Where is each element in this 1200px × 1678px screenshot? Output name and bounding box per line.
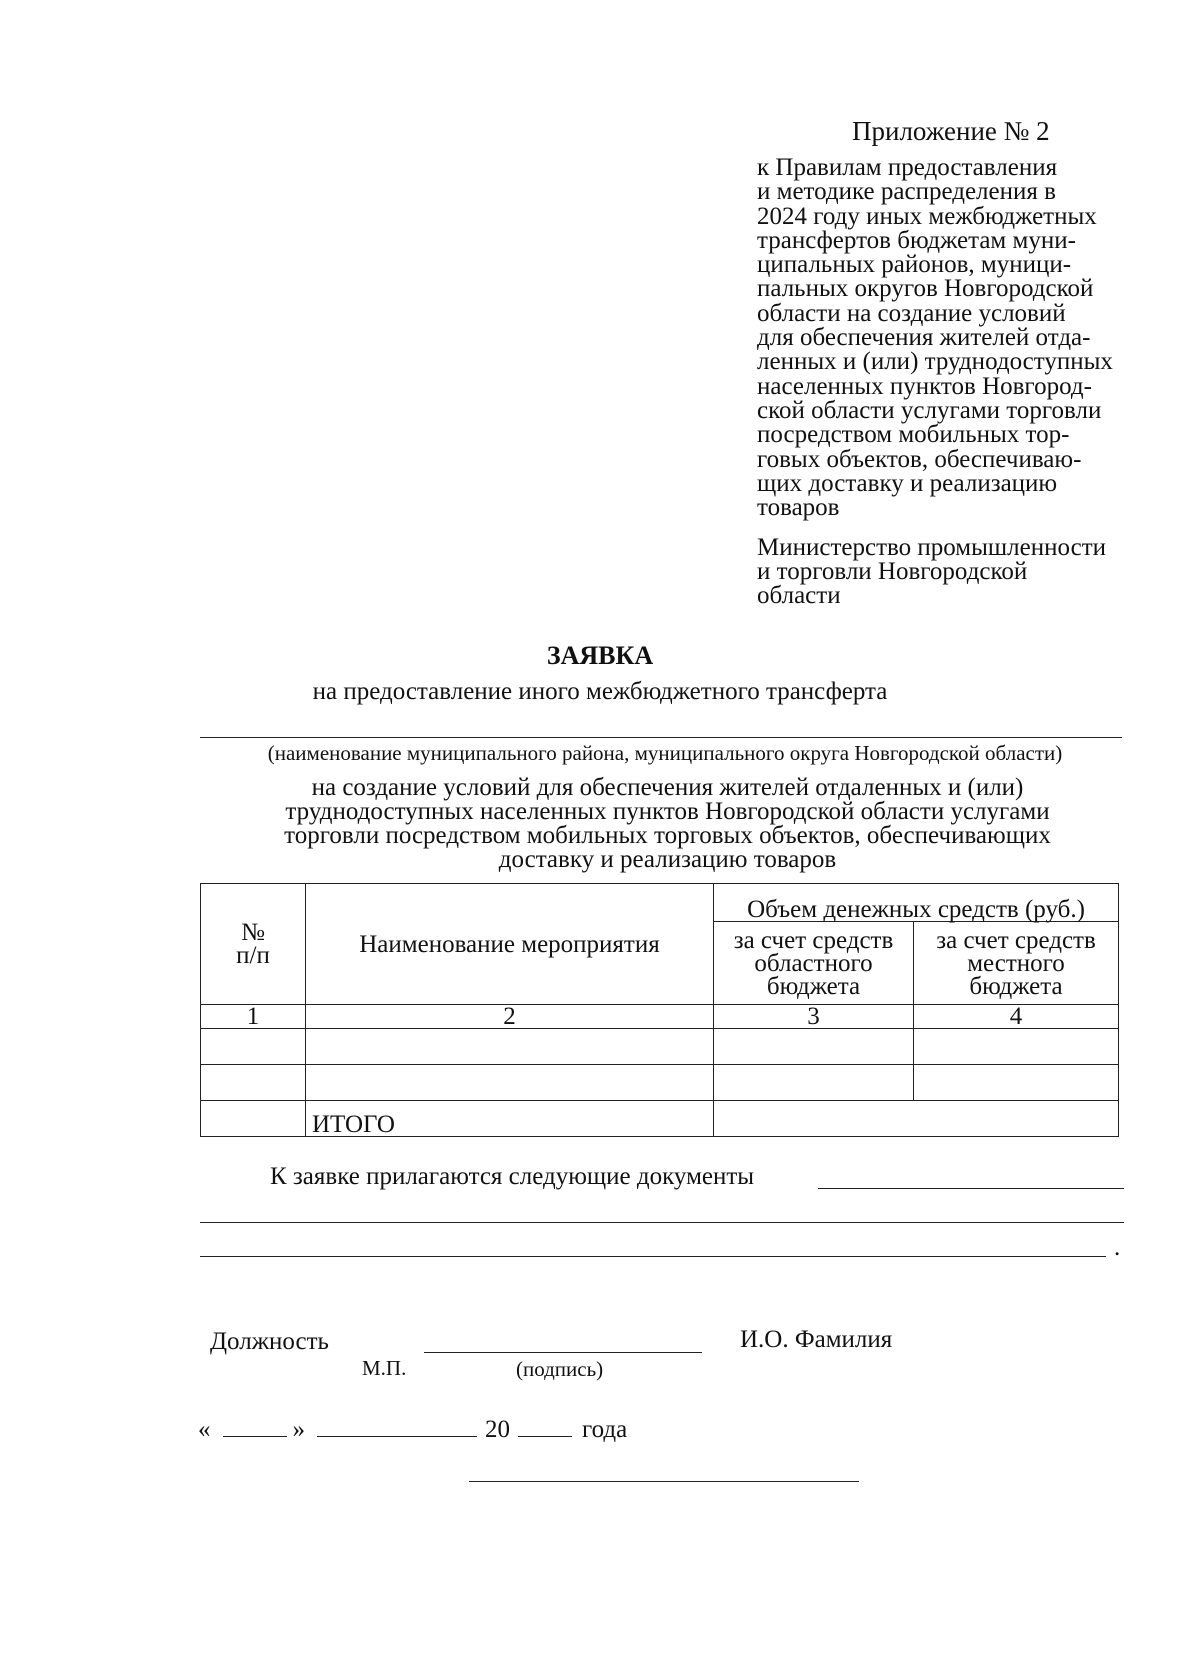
column-number: 2: [306, 1005, 714, 1029]
appendix-line: 2024 году иных межбюджетных: [757, 202, 1097, 230]
signature-fill-line[interactable]: [424, 1352, 702, 1353]
appendix-line: посредством мобильных тор-: [757, 421, 1070, 449]
appendix-line: области на создание условий: [757, 299, 1066, 327]
date-close-quote: »: [292, 1416, 305, 1443]
header-regional-budget: за счет средств областного бюджета: [714, 922, 914, 1005]
table-cell[interactable]: [201, 1101, 306, 1137]
date-year-word: года: [582, 1416, 628, 1443]
attachments-fill-line[interactable]: [200, 1256, 1106, 1257]
total-label: ИТОГО: [306, 1101, 714, 1137]
date-century: 20: [485, 1416, 510, 1443]
appendix-line: ской области услугами торговли: [757, 396, 1102, 424]
date-line: [198, 1416, 627, 1444]
stamp-placeholder: М.П.: [362, 1356, 407, 1380]
total-row: [201, 1101, 1119, 1137]
municipality-fill-line[interactable]: [200, 737, 1122, 738]
table-cell[interactable]: [914, 1029, 1119, 1065]
column-number-row: [201, 1005, 1119, 1029]
document-title: ЗАЯВКА: [546, 641, 654, 670]
appendix-line: щих доставку и реализацию: [757, 469, 1058, 497]
appendix-line: ленных и (или) труднодоступных: [757, 348, 1113, 376]
header-number: № п/п: [201, 884, 306, 1005]
document-subtitle: на предоставление иного межбюджетного трансферта: [312, 678, 888, 705]
addressee-line: области: [757, 582, 841, 609]
purpose-text: [200, 776, 1135, 872]
table-cell[interactable]: [714, 1065, 914, 1101]
table-cell[interactable]: [306, 1065, 714, 1101]
month-fill-line[interactable]: [317, 1416, 477, 1437]
attachments-label: К заявке прилагаются следующие документы: [270, 1163, 755, 1190]
attachments-fill-line[interactable]: [818, 1188, 1124, 1189]
header-volume: Объем денежных средств (руб.): [714, 884, 1119, 922]
table-cell[interactable]: [714, 1029, 914, 1065]
appendix-line: ципальных районов, муници-: [757, 251, 1072, 279]
purpose-line: труднодоступных населенных пунктов Новгородской области услугами: [285, 798, 1050, 825]
addressee: [757, 536, 1106, 608]
appendix-line: и методике распределения в: [757, 178, 1056, 206]
table-row: [201, 1065, 1119, 1101]
table-cell[interactable]: [306, 1029, 714, 1065]
header-local-budget: за счет средств местного бюджета: [914, 922, 1119, 1005]
header-measure-name: Наименование мероприятия: [306, 884, 714, 1005]
bottom-rule: [469, 1481, 859, 1482]
purpose-line: торговли посредством мобильных торговых объектов, обеспечивающих: [284, 822, 1051, 849]
appendix-line: для обеспечения жителей отда-: [757, 324, 1091, 352]
addressee-line: и торговли Новгородской: [757, 558, 1028, 585]
table-cell[interactable]: [201, 1065, 306, 1101]
municipality-caption: (наименование муниципального района, муниципального округа Новгородской области): [267, 741, 1063, 765]
column-number: 3: [714, 1005, 914, 1029]
total-amount-cell[interactable]: [714, 1101, 1119, 1137]
attachments-fill-line[interactable]: [200, 1222, 1124, 1223]
attachments-end-mark: .: [1114, 1234, 1121, 1261]
table-cell[interactable]: [201, 1029, 306, 1065]
column-number: 1: [201, 1005, 306, 1029]
measures-table: [200, 883, 1119, 1137]
date-open-quote: «: [198, 1416, 211, 1443]
day-fill-line[interactable]: [223, 1416, 287, 1437]
appendix-line: пальных округов Новгородской: [757, 275, 1094, 303]
appendix-text: [757, 156, 1113, 520]
year-fill-line[interactable]: [518, 1416, 572, 1437]
addressee-line: Министерство промышленности: [757, 534, 1107, 561]
purpose-line: на создание условий для обеспечения жителей отдаленных и (или): [311, 774, 1024, 801]
appendix-title: Приложение № 2: [852, 116, 1050, 146]
appendix-line: к Правилам предоставления: [757, 154, 1058, 181]
appendix-line: населенных пунктов Новгород-: [757, 372, 1092, 400]
purpose-line: доставку и реализацию товаров: [498, 846, 837, 873]
signature-name: И.О. Фамилия: [740, 1326, 893, 1353]
table-cell[interactable]: [914, 1065, 1119, 1101]
table-row: [201, 1029, 1119, 1065]
appendix-line: товаров: [757, 494, 840, 522]
signature-position: Должность: [210, 1328, 329, 1355]
signature-caption: (подпись): [516, 1357, 604, 1381]
column-number: 4: [914, 1005, 1119, 1029]
appendix-line: трансфертов бюджетам муни-: [757, 226, 1076, 254]
appendix-line: говых объектов, обеспечиваю-: [757, 445, 1082, 473]
